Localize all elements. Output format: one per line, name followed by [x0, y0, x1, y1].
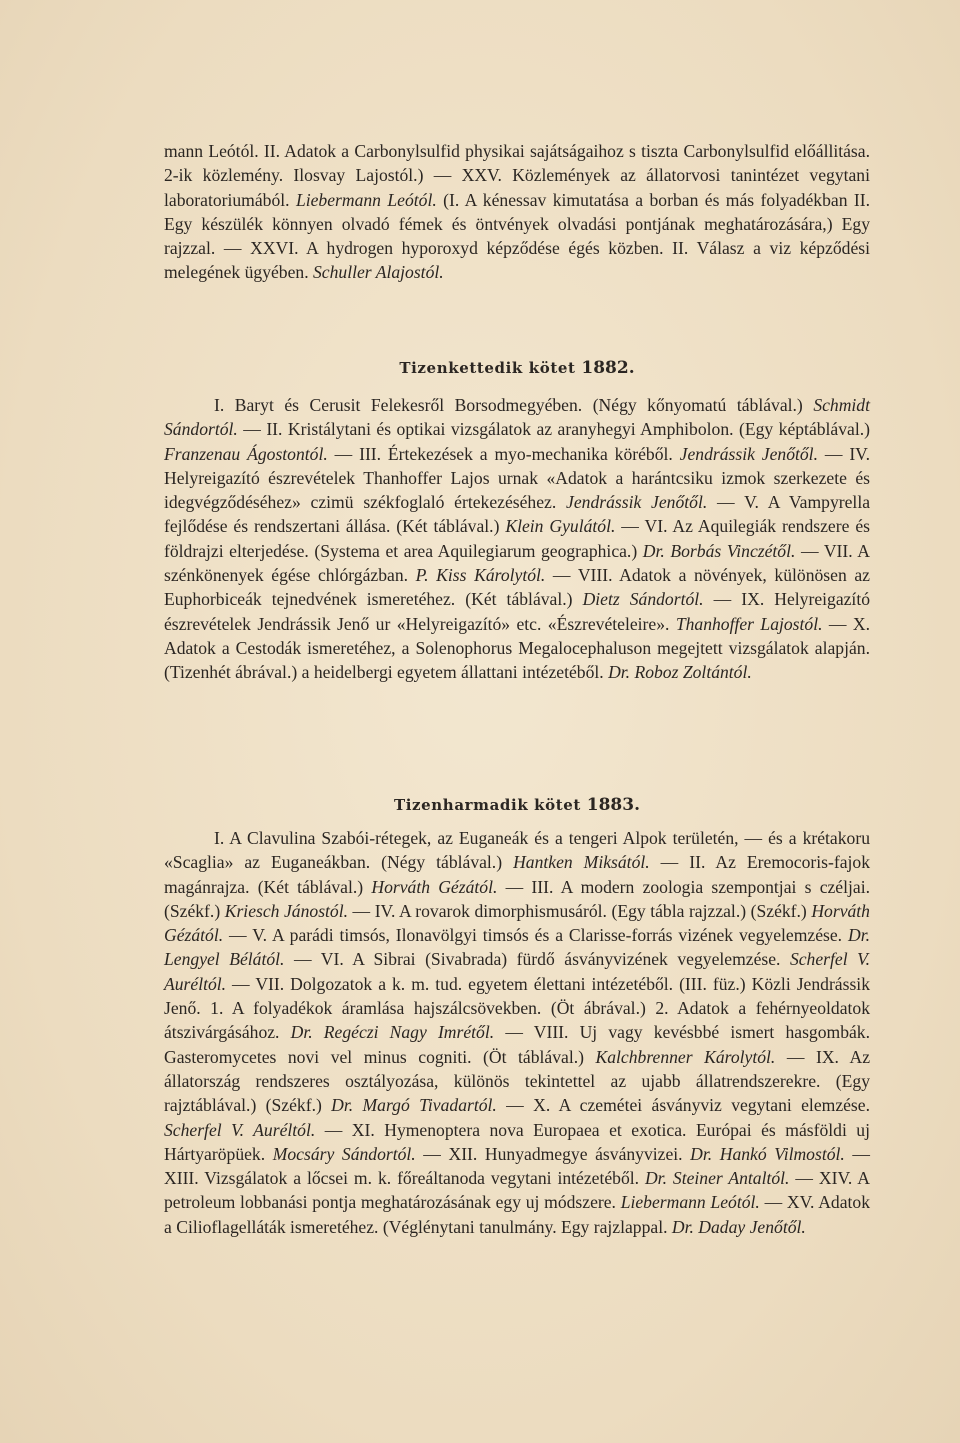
author-name: Dr. Borbás Vinczétől. — [642, 540, 796, 561]
author-name: Mocsáry Sándortól. — [272, 1143, 416, 1164]
volume-title: Tizenharmadik kötet — [393, 796, 581, 814]
text-run: — III. A modern zoologia szempontjai s czéljai. (Székf.) — [164, 876, 870, 921]
text-run: I. A Clavulina Szabói-rétegek, az Euganeák és a tengeri Alpok területén, — és a krétakoru «Scaglia» az Euganeákban. (Négy táblával.) — [164, 828, 870, 873]
text-run: — VIII. Uj vagy kevésbbé ismert hasgombák. Gasteromycetes novi vel minus cogniti. (Öt táblával.) — [164, 1022, 871, 1067]
text-run: — VI. Az Aquilegiák rendszere és földrajzi elterjedése. (Systema et area Aquilegiarum geographica.) — [164, 516, 870, 561]
section-heading-1883 — [164, 795, 870, 815]
text-run: — XIII. Vizsgálatok a lőcsei m. k. főreáltanoda vegytani intézetéből. — [164, 1143, 870, 1189]
author-name: Thanhoffer Lajostól. — [675, 613, 823, 634]
section-heading-1882 — [164, 358, 870, 378]
text-run: (I. A kénessav kimutatása a borban és más folyadékban II. Egy készülék könnyen olvadó fémek és öntvények olvadási pontjának meghatározására,) Egy rajzzal. — XXVI. A hydrogen hyporoxyd képződése égés közben. II. Válasz a viz képződési melegének ügyében. — [164, 189, 870, 283]
section-1883 — [164, 826, 870, 1239]
text-run: — VII. Dolgozatok a k. m. tud. egyetem élettani intézetéből. (III. füz.) Közli Jendrássik Jenő. 1. A folyadékok áramlása hajszálcsövekben. (Öt ábrával.) 2. Adatok a fehérnyeoldatok átszivárgásához. — [164, 973, 870, 1043]
author-name: Dietz Sándortól. — [582, 589, 704, 610]
text-run: — IV. A rovarok dimorphismusáról. (Egy tábla rajzzal.) (Székf.) — [348, 900, 812, 921]
text-run: — II. Kristálytani és optikai vizsgálatok az aranyhegyi Amphibolon. (Egy képtáblával.) — [237, 419, 870, 440]
text-run: — VII. A szénkönenyek égése chlórgázban. — [164, 540, 870, 586]
volume-year: 1882. — [581, 358, 635, 378]
text-run: — XII. Hunyadmegye ásványvizei. — [415, 1143, 691, 1164]
volume-year: 1883. — [586, 795, 640, 815]
author-name: Horváth Gézától. — [371, 876, 498, 897]
author-name: Liebermann Leótól. — [295, 189, 437, 210]
author-name: Dr. Margó Tivadartól. — [331, 1095, 497, 1116]
author-name: Schuller Alajostól. — [313, 262, 444, 283]
text-run: — V. A Vampyrella fejlődése és rendszertani állása. (Két táblával.) — [164, 492, 871, 537]
author-name: Dr. Hankó Vilmostól. — [690, 1143, 845, 1164]
section-continuation — [164, 139, 870, 285]
author-name: Scherfel V. Auréltól. — [164, 949, 870, 994]
text-run: — VIII. Adatok a növények, különösen az Euphorbiceák tejnedvének ismeretéhez. (Két táblával.) — [164, 565, 870, 610]
paragraph-1882 — [164, 393, 870, 685]
volume-title: Tizenkettedik kötet — [399, 359, 576, 377]
author-name: Franzenau Ágostontól. — [164, 443, 328, 464]
author-name: Hantken Miksától. — [513, 852, 650, 873]
author-name: Dr. Steiner Antaltól. — [644, 1168, 790, 1189]
author-name: Liebermann Leótól. — [620, 1192, 760, 1213]
text-run: — VI. A Sibrai (Sivabrada) fürdő ásványvizének vegyelemzése. — [284, 949, 790, 970]
author-name: Dr. Lengyel Bélától. — [164, 925, 870, 970]
author-name: P. Kiss Károlytól. — [415, 565, 546, 586]
text-run: mann Leótól. II. Adatok a Carbonylsulfid physikai sajátságaihoz s tiszta Carbonylsulfid előállitása. 2-ik közlemény. Ilosvay Lajostól.) — XXV. Közlemények az állatorvosi tanintézet vegytani laboratoriumából. — [164, 141, 870, 210]
text-run: — IX. Helyreigazító észrevételek Jendrássik Jenő ur «Helyreigazító» etc. «Észrevételeire». — [164, 589, 871, 634]
author-name: Dr. Roboz Zoltántól. — [608, 662, 752, 683]
text-run: — IV. Helyreigazító észrevételek Thanhoffer Lajos urnak «Adatok a harántcsiku izmok szerkezete és idegvégződéséhez» czimü székfoglaló értekezéséhez. — [164, 443, 871, 513]
section-1882 — [164, 393, 870, 685]
author-name: Horváth Gézától. — [164, 900, 870, 946]
text-run: — V. A parádi timsós, Ilonavölgyi timsós és a Clarisse-forrás vizének vegyelemzése. — [223, 925, 848, 946]
text-run: — XIV. A petroleum lobbanási pontja meghatározásának egy uj módszere. — [164, 1168, 870, 1213]
text-run: — III. Értekezések a myo-mechanika köréből. — [327, 443, 680, 464]
author-name: Scherfel V. Auréltól. — [164, 1119, 316, 1140]
author-name: Dr. Daday Jenőtől. — [671, 1216, 806, 1237]
text-run: — XV. Adatok a Cilioflagelláták ismeretéhez. (Véglénytani tanulmány. Egy rajzlappal. — [164, 1192, 871, 1237]
author-name: Klein Gyulától. — [505, 516, 616, 537]
text-run: — II. Az Eremocoris-fajok magánrajza. (Két táblával.) — [164, 852, 871, 897]
text-run: — XI. Hymenoptera nova Europaea et exotica. Európai és másföldi uj Hártyaröpüek. — [164, 1119, 870, 1164]
text-run: I. Baryt és Cerusit Felekesről Borsodmegyében. (Négy kőnyomatú táblával.) — [214, 395, 814, 415]
author-name: Jendrássik Jenőtől. — [679, 443, 818, 464]
author-name: Schmidt Sándortól. — [164, 395, 870, 440]
author-name: Kriesch Jánostól. — [224, 900, 349, 921]
author-name: Jendrássik Jenőtől. — [566, 492, 708, 513]
paragraph-continuation — [164, 139, 870, 285]
text-run: — X. Adatok a Cestodák ismeretéhez, a Solenophorus Megalocephaluson megejtett vizsgálatok alapján. (Tizenhét ábrával.) a heidelbergi egyetem állattani intézetéből. — [164, 613, 871, 683]
text-run: — X. A czemétei ásványviz vegytani elemzése. — [496, 1095, 870, 1116]
paragraph-1883 — [164, 826, 870, 1239]
author-name: Kalchbrenner Károlytól. — [595, 1046, 776, 1067]
text-run: — IX. Az állatország rendszeres osztályozása, különös tekintettel az ujabb állatrendszerekre. (Egy rajztáblával.) (Székf.) — [164, 1046, 871, 1116]
author-name: Dr. Regéczi Nagy Imrétől. — [290, 1022, 495, 1043]
